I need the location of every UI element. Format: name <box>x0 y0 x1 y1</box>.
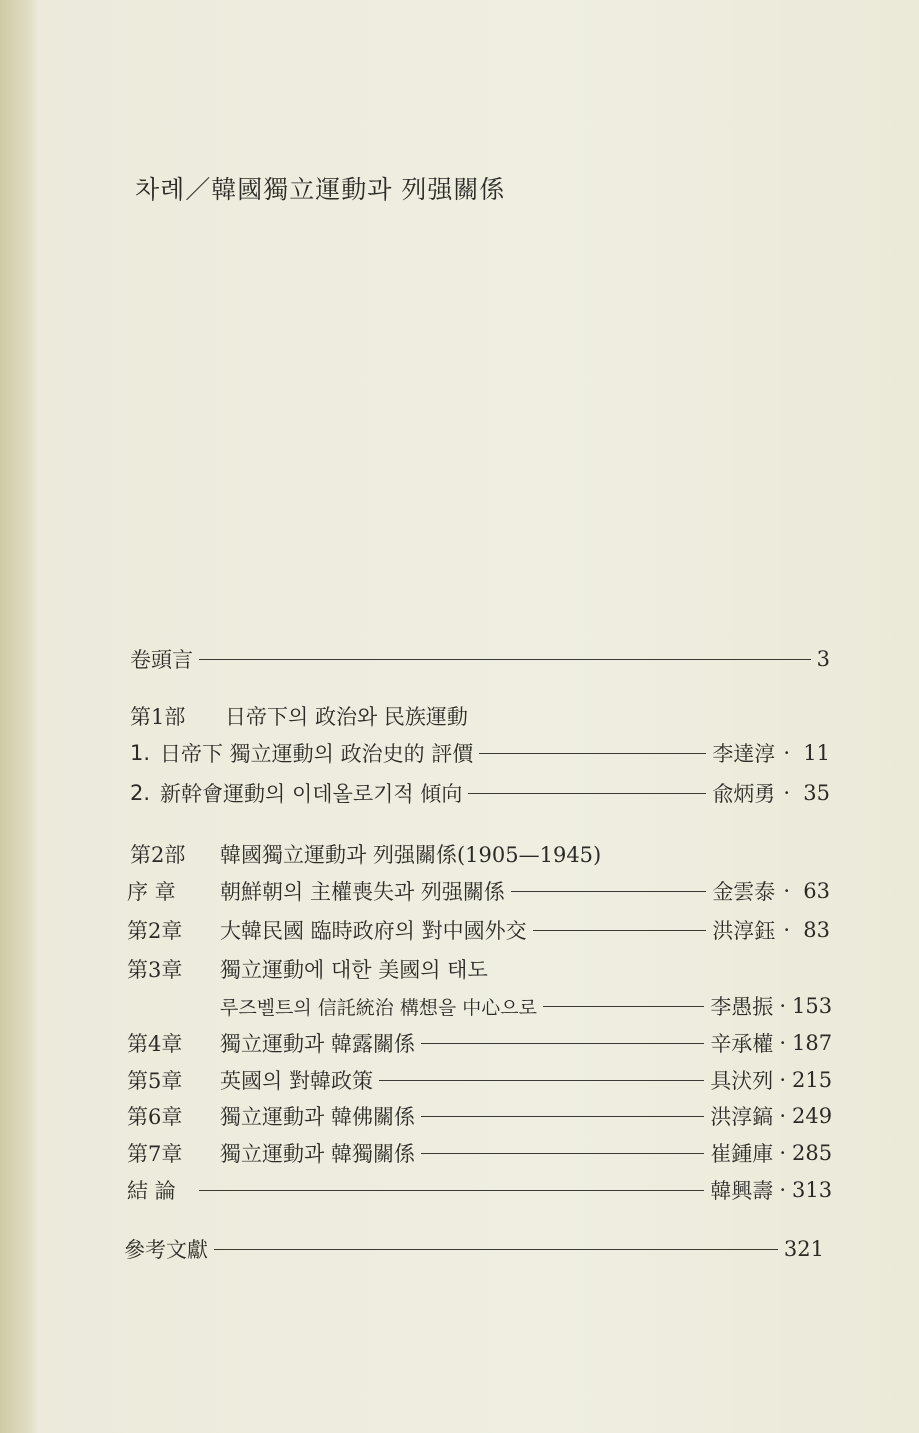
item-page: 153 <box>792 994 833 1018</box>
leader-line <box>199 659 811 660</box>
chapter-label: 結 論 <box>127 1179 176 1203</box>
item-author: 洪淳鎬 <box>710 1105 774 1129</box>
dot-separator: · <box>783 918 790 942</box>
leader-line <box>511 891 706 892</box>
references-page: 321 <box>783 1237 824 1261</box>
item-title: 獨立運動에 대한 美國의 태도 <box>220 958 488 982</box>
toc-row-part2-ch7 <box>127 1137 833 1169</box>
toc-row-part1-1 <box>130 737 830 769</box>
chapter-label: 序 章 <box>127 880 176 904</box>
dot-separator: · <box>783 879 790 903</box>
part2-heading <box>130 838 601 870</box>
item-title: 日帝下 獨立運動의 政治史的 評價 <box>160 742 474 766</box>
item-author: 辛承權 <box>710 1032 774 1056</box>
preface-page: 3 <box>816 647 830 671</box>
chapter-label: 第4章 <box>127 1032 183 1056</box>
toc-row-part2-ch3-sub <box>220 990 833 1022</box>
chapter-label: 第7章 <box>127 1142 183 1166</box>
item-author: 李達淳 <box>712 742 776 766</box>
toc-row-part2-intro <box>127 875 830 907</box>
dot-separator: · <box>779 1068 786 1092</box>
leader-line <box>421 1153 704 1154</box>
item-page: 313 <box>792 1178 833 1202</box>
leader-line <box>533 930 707 931</box>
item-author: 兪炳勇 <box>712 782 776 806</box>
leader-line <box>468 793 706 794</box>
toc-row-part1-2 <box>130 777 830 809</box>
leader-line <box>214 1249 778 1250</box>
item-title: 獨立運動과 韓露關係 <box>220 1032 415 1056</box>
item-author: 具汱列 <box>710 1069 774 1093</box>
toc-row-part2-conclusion <box>127 1174 833 1206</box>
item-title: 獨立運動과 韓佛關係 <box>220 1105 415 1129</box>
item-page: 249 <box>792 1104 833 1128</box>
leader-line <box>479 753 706 754</box>
item-author: 金雲泰 <box>712 880 776 904</box>
item-title: 新幹會運動의 이데올로기적 傾向 <box>160 782 463 806</box>
toc-row-part2-ch6 <box>127 1100 833 1132</box>
chapter-label: 第6章 <box>127 1105 183 1129</box>
chapter-label: 第2章 <box>127 919 183 943</box>
toc-row-part2-ch2 <box>127 914 830 946</box>
dot-separator: · <box>783 781 790 805</box>
preface-label: 卷頭言 <box>130 648 193 672</box>
leader-line <box>199 1190 704 1191</box>
toc-row-part2-ch3 <box>127 953 830 985</box>
chapter-label: 第3章 <box>127 958 183 982</box>
item-author: 崔鍾庫 <box>710 1142 774 1166</box>
leader-line <box>421 1116 704 1117</box>
toc-row-part2-ch4 <box>127 1027 833 1059</box>
part1-num: 第1部 <box>130 705 186 729</box>
item-page: 285 <box>792 1141 833 1165</box>
leader-line <box>379 1080 704 1081</box>
toc-row-part2-ch5 <box>127 1064 833 1096</box>
toc-title: 차례／韓國獨立運動과 列强關係 <box>135 175 506 204</box>
item-page: 35 <box>803 781 830 805</box>
item-title: 朝鮮朝의 主權喪失과 列强關係 <box>220 880 505 904</box>
item-page: 215 <box>792 1068 833 1092</box>
item-page: 63 <box>803 879 830 903</box>
leader-line <box>421 1043 704 1044</box>
item-author: 洪淳鈺 <box>712 919 776 943</box>
item-subtitle: 루즈벨트의 信託統治 構想을 中心으로 <box>220 996 537 1019</box>
page-gutter <box>0 0 38 1433</box>
chapter-label: 第5章 <box>127 1069 183 1093</box>
item-page: 83 <box>803 918 830 942</box>
item-page: 187 <box>792 1031 833 1055</box>
part2-title: 韓國獨立運動과 列强關係(1905—1945) <box>220 843 602 867</box>
item-title: 獨立運動과 韓獨關係 <box>220 1142 415 1166</box>
part1-heading <box>130 700 468 732</box>
dot-separator: · <box>779 1178 786 1202</box>
part1-title: 日帝下의 政治와 民族運動 <box>225 705 468 729</box>
dot-separator: · <box>779 1031 786 1055</box>
item-author: 李愚振 <box>710 995 774 1019</box>
dot-separator: · <box>779 994 786 1018</box>
toc-row-preface <box>130 643 830 675</box>
leader-line <box>543 1006 704 1007</box>
item-num: 1. <box>130 741 151 765</box>
dot-separator: · <box>779 1104 786 1128</box>
item-author: 韓興壽 <box>710 1179 774 1203</box>
item-num: 2. <box>130 781 151 805</box>
dot-separator: · <box>783 741 790 765</box>
item-page: 11 <box>803 741 830 765</box>
toc-row-references <box>124 1233 824 1265</box>
dot-separator: · <box>779 1141 786 1165</box>
item-title: 大韓民國 臨時政府의 對中國外交 <box>220 919 527 943</box>
references-label: 參考文獻 <box>124 1238 208 1262</box>
item-title: 英國의 對韓政策 <box>220 1069 373 1093</box>
part2-num: 第2部 <box>130 843 186 867</box>
